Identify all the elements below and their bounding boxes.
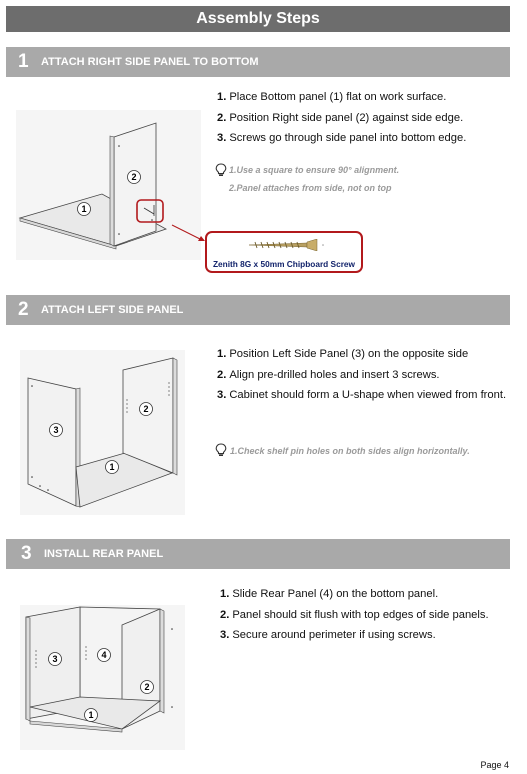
list-item: 2. Position Right side panel (2) against side edge. (217, 111, 464, 124)
list-item: 3. Cabinet should form a U-shape when viewed from front. (217, 389, 507, 401)
label-bubble-2 (141, 681, 154, 694)
step-2-diagram (20, 350, 185, 515)
svg-text:3: 3 (53, 425, 59, 435)
tip-text: 1.Check shelf pin holes on both sides align horizontally. (230, 446, 470, 456)
svg-text:4: 4 (101, 650, 107, 660)
tip-text: 1.Use a square to ensure 90° alignment. (229, 165, 400, 175)
page-title: Assembly Steps (6, 6, 510, 32)
section-header-3 (6, 539, 510, 569)
section-heading: ATTACH RIGHT SIDE PANEL TO BOTTOM (41, 56, 259, 68)
label-bubble-2 (128, 171, 141, 184)
svg-text:3: 3 (52, 654, 58, 664)
section-header-2 (6, 295, 510, 325)
screw-label: Zenith 8G x 50mm Chipboard Screw (212, 259, 355, 269)
label-bubble-3 (50, 424, 63, 437)
lightbulb-icon (215, 443, 227, 457)
list-item: 1. Place Bottom panel (1) flat on work surface. (217, 91, 447, 103)
section-header-1 (6, 47, 510, 77)
svg-text:2: 2 (131, 172, 137, 182)
svg-text:2: 2 (144, 682, 150, 692)
svg-text:1: 1 (88, 710, 94, 720)
svg-text:2: 2 (143, 404, 149, 414)
section-heading: INSTALL REAR PANEL (44, 548, 164, 560)
svg-text:1: 1 (109, 462, 115, 472)
list-item: 3. Screws go through side panel into bottom edge. (217, 132, 467, 144)
section-number: 1 (18, 51, 29, 72)
screw-icon (247, 239, 327, 251)
label-bubble-3 (49, 653, 62, 666)
lightbulb-icon (215, 163, 227, 177)
section-number: 3 (21, 543, 32, 564)
list-item: 1. Slide Rear Panel (4) on the bottom panel. (220, 588, 439, 600)
step-3-diagram (20, 605, 185, 750)
list-item: 1. Position Left Side Panel (3) on the opposite side (217, 348, 469, 360)
step-list-2 (217, 344, 506, 406)
page-number: Page 4 (480, 760, 509, 770)
step-1-diagram (16, 110, 201, 260)
section-heading: ATTACH LEFT SIDE PANEL (41, 304, 184, 316)
label-bubble-1 (85, 709, 98, 722)
label-bubble-2 (140, 403, 153, 416)
section-number: 2 (18, 299, 29, 320)
screw-callout (205, 231, 363, 273)
list-item: 2. Panel should sit flush with top edges of side panels. (220, 608, 489, 621)
svg-text:1: 1 (81, 204, 87, 214)
tip-text: 2.Panel attaches from side, not on top (229, 183, 392, 193)
step-list-1 (217, 87, 466, 149)
list-item: 3. Secure around perimeter if using screws. (220, 629, 436, 641)
list-item: 2. Align pre-drilled holes and insert 3 screws. (217, 368, 440, 381)
step-list-3 (220, 584, 489, 646)
label-bubble-1 (78, 203, 91, 216)
label-bubble-4 (98, 649, 111, 662)
label-bubble-1 (106, 461, 119, 474)
